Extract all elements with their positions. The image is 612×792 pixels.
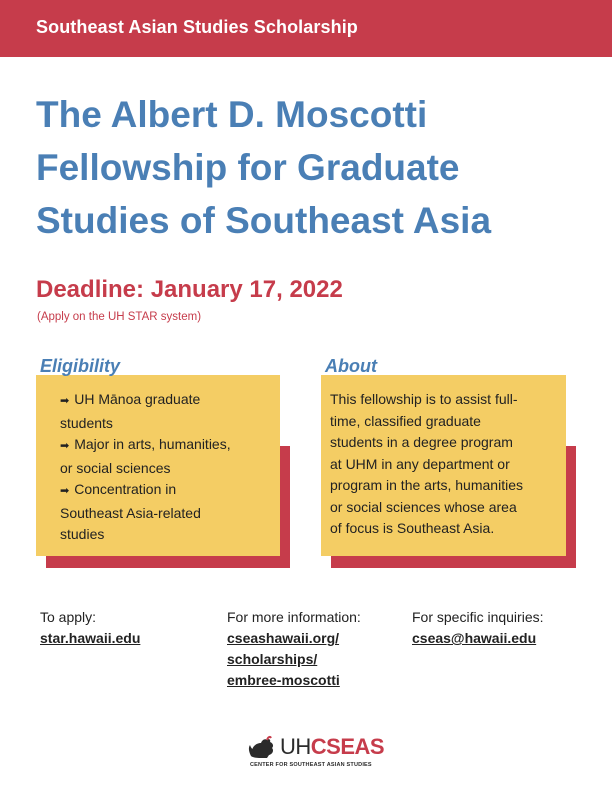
eligibility-item: ➡ UH Mānoa graduate students (60, 391, 201, 431)
title-line-2: Fellowship for Graduate (36, 147, 460, 188)
info-link[interactable]: cseashawaii.org/ scholarships/ embree-moscotti (227, 630, 340, 688)
page-title (36, 88, 596, 247)
logo-tagline: CENTER FOR SOUTHEAST ASIAN STUDIES (250, 762, 372, 768)
title-line-1: The Albert D. Moscotti (36, 94, 428, 135)
eligibility-item: ➡ Major in arts, humanities, or social sciences (60, 436, 231, 476)
inquiry-section (412, 607, 544, 649)
uh-cseas-logo (247, 734, 385, 774)
apply-link[interactable]: star.hawaii.edu (40, 630, 141, 646)
header-banner (0, 0, 612, 57)
about-heading: About (325, 356, 377, 376)
about-card (321, 375, 566, 556)
arrow-right-icon: ➡ (60, 440, 70, 452)
eligibility-list (60, 389, 275, 546)
rooster-icon (247, 734, 277, 762)
inquiry-email-link[interactable]: cseas@hawaii.edu (412, 630, 537, 646)
deadline-heading: Deadline: January 17, 2022 (36, 276, 343, 303)
arrow-right-icon: ➡ (60, 395, 70, 407)
info-label: For more information: (227, 609, 361, 625)
inquiry-label: For specific inquiries: (412, 609, 544, 625)
arrow-right-icon: ➡ (60, 485, 70, 497)
banner-title: Southeast Asian Studies Scholarship (36, 17, 358, 37)
eligibility-heading: Eligibility (40, 356, 121, 376)
eligibility-card (36, 375, 280, 556)
apply-section (40, 607, 140, 649)
info-section (227, 607, 361, 691)
logo-wordmark: UHCSEAS (280, 734, 385, 759)
eligibility-item: ➡ Concentration in Southeast Asia-related studies (60, 481, 201, 542)
apply-label: To apply: (40, 609, 97, 625)
title-line-3: Studies of Southeast Asia (36, 200, 492, 241)
deadline-note: (Apply on the UH STAR system) (37, 311, 202, 323)
about-description: This fellowship is to assist full- time, classified graduate students in a degree program at UHM in any department or program in the arts, humanities or social sciences whose area of focus is Southeast Asia. (330, 391, 523, 536)
